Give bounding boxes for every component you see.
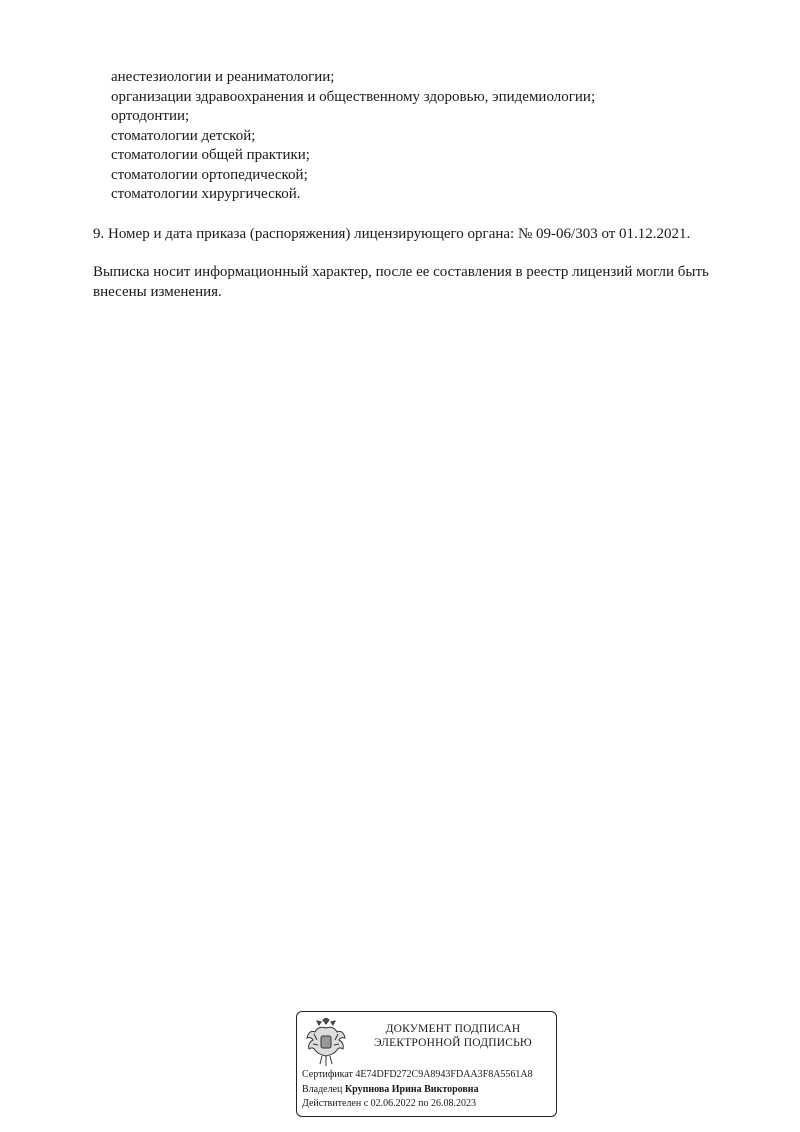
list-item: ортодонтии; (111, 108, 190, 124)
list-item: организации здравоохранения и общественному здоровью, эпидемиологии; (111, 88, 596, 105)
list-item: анестезиологии и реаниматологии; (111, 69, 335, 85)
coat-of-arms-icon (305, 1018, 347, 1068)
owner-line: Владелец Крупнова Ирина Викторовна (302, 1083, 479, 1095)
stamp-heading: ДОКУМЕНТ ПОДПИСАН ЭЛЕКТРОННОЙ ПОДПИСЬЮ (374, 1023, 532, 1049)
specialty-list (111, 68, 595, 205)
validity-line: Действителен с 02.06.2022 по 26.08.2023 (302, 1098, 476, 1109)
list-item: стоматологии хирургической. (111, 186, 301, 202)
order-number-paragraph: 9. Номер и дата приказа (распоряжения) лицензирующего органа: № 09-06/303 от 01.12.2021. (93, 226, 691, 242)
electronic-signature-stamp (296, 1011, 557, 1117)
list-item: стоматологии ортопедической; (111, 166, 308, 183)
disclaimer-paragraph: Выписка носит информационный характер, после ее составления в реестр лицензий могли быть внесены изменения. (93, 264, 709, 300)
certificate-line: Сертификат 4E74DFD272C9A8943FDAA3F8A5561A8 (302, 1069, 533, 1080)
list-item: стоматологии детской; (111, 127, 256, 144)
stamp-details (302, 1068, 533, 1112)
list-item: стоматологии общей практики; (111, 147, 310, 163)
